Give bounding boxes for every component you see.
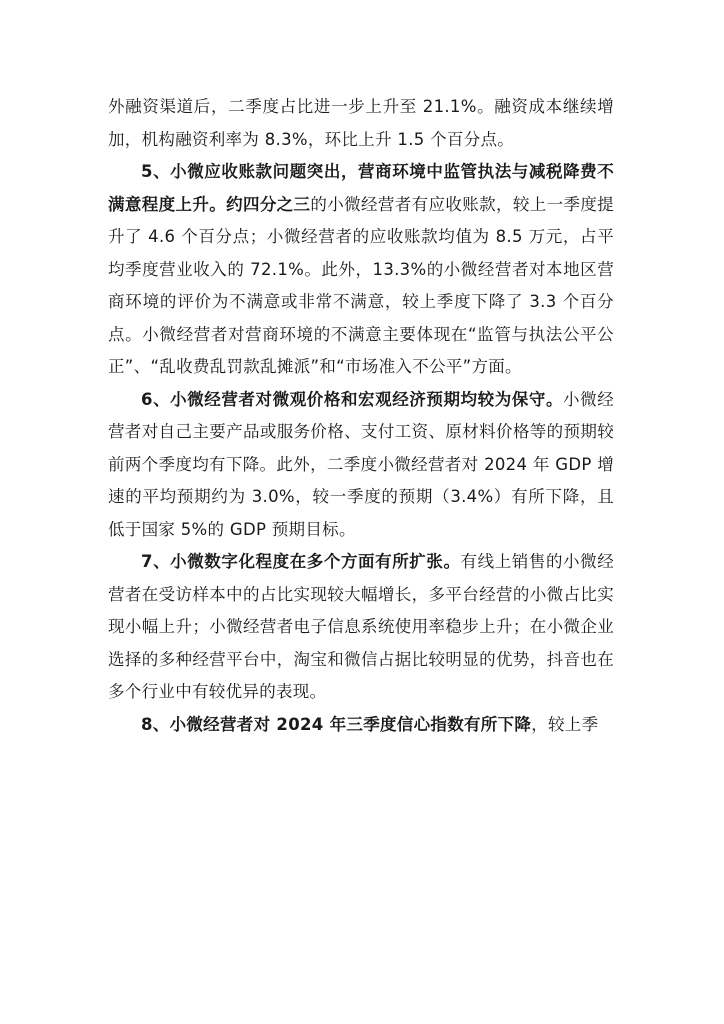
paragraph-heading: 6、小微经营者对微观价格和宏观经济预期均较为保守。 [141,389,564,409]
paragraph-text: 小微经营者对自己主要产品或服务价格、支付工资、原材料价格等的预期较前两个季度均有下降。此外，二季度小微经营者对 2024 年 GDP 增速的平均预期约为 3.0%，较一季度的预期（3.4%）有所下降，且低于国家 5%的 GDP 预期目标。 [108,389,614,539]
paragraph-confidence-index [108,709,614,742]
paragraph-text: 有线上销售的小微经营者在受访样本中的占比实现较大幅增长，多平台经营的小微占比实现小幅上升；小微经营者电子信息系统使用率稳步上升；在小微企业选择的多种经营平台中，淘宝和微信占据比较明显的优势，抖音也在多个行业中有较优异的表现。 [108,552,615,701]
document-page [108,91,614,741]
paragraph-text: ，较上季 [531,714,599,734]
paragraph-financing-continued [108,91,614,156]
paragraph-text: 外融资渠道后，二季度占比进一步上升至 21.1%。融资成本继续增加，机构融资利率为 8.3%，环比上升 1.5 个百分点。 [108,97,614,149]
paragraph-heading: 7、小微数字化程度在多个方面有所扩张。 [141,552,461,571]
paragraph-text: 的小微经营者有应收账款，较上一季度提升了 4.6 个百分点；小微经营者的应收账款均值为 8.5 万元，占平均季度营业收入的 72.1%。此外，13.3%的小微经营者对本地区营商环境的评价为不满意或非常不满意，较上季度下降了 3.3 个百分点。小微经营者对营商环境的不满意主要体现在“监管与执法公平公正”、“乱收费乱罚款乱摊派”和“市场准入不公平”方面。 [108,194,614,376]
paragraph-heading: 5、小微应收账款问题突出，营商环境中监管执法与减税降费不满意程度上升。约四分之三 [108,162,614,214]
paragraph-digitalization [108,546,614,709]
paragraph-expectations [108,384,614,547]
paragraph-receivables [108,156,614,384]
paragraph-heading: 8、小微经营者对 2024 年三季度信心指数有所下降 [141,714,532,734]
